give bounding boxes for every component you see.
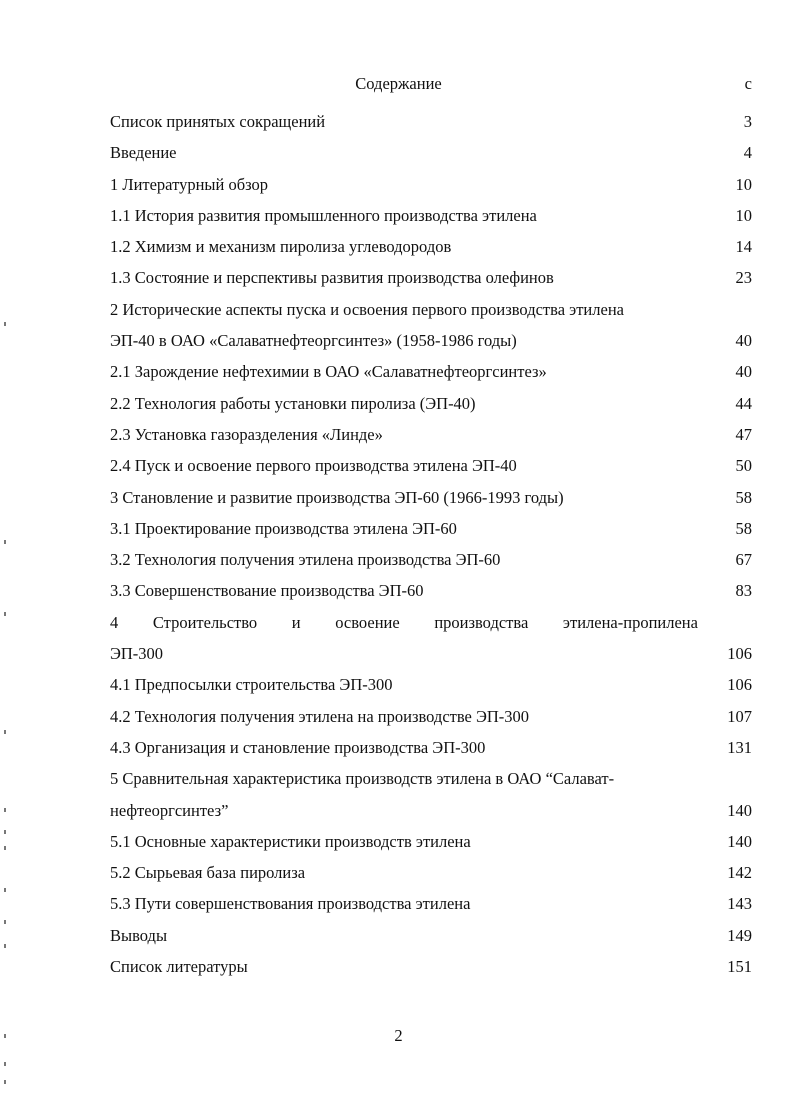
toc-entry-page: 58 — [735, 518, 752, 538]
toc-entry — [110, 482, 752, 513]
toc-entry — [110, 951, 752, 982]
toc-entry-page: 151 — [727, 957, 752, 977]
toc-entry-label: 3.1 Проектирование производства этилена ЭП-60 — [110, 518, 457, 538]
toc-word: 4 — [110, 612, 119, 632]
toc-word: производства — [434, 612, 529, 632]
toc-entry-line1: 2 Исторические аспекты пуска и освоения первого производства этилена — [110, 299, 624, 319]
toc-entry-page: 149 — [727, 925, 752, 945]
toc-entry-page: 140 — [727, 800, 752, 820]
toc-entry — [110, 262, 752, 293]
toc-entry-page: 58 — [735, 487, 752, 507]
toc-entry-page: 4 — [743, 143, 752, 163]
toc-entry-label: 2.2 Технология работы установки пиролиза (ЭП-40) — [110, 393, 476, 413]
toc-entry-page: 140 — [727, 831, 752, 851]
toc-entry-label: ЭП-40 в ОАО «Салаватнефтеоргсинтез» (1958-1986 годы) — [110, 331, 517, 351]
toc-entry — [110, 544, 752, 575]
toc-entry-label: 3 Становление и развитие производства ЭП-60 (1966-1993 годы) — [110, 487, 564, 507]
scan-artifact — [4, 944, 6, 948]
toc-entry — [110, 419, 752, 450]
toc-entry-label: Список принятых сокращений — [110, 112, 326, 131]
toc-entry-label: 5.2 Сырьевая база пиролиза — [110, 863, 306, 883]
toc-entry — [110, 920, 752, 951]
toc-entry — [110, 388, 752, 419]
toc-entry — [110, 669, 752, 700]
table-of-contents — [110, 106, 752, 982]
page-column-label: с — [744, 74, 752, 93]
toc-entry — [110, 826, 752, 857]
scan-artifact — [4, 888, 6, 892]
toc-entry-label: 5.3 Пути совершенствования производства этилена — [110, 894, 471, 914]
toc-entry-label: 3.3 Совершенствование производства ЭП-60 — [110, 581, 424, 601]
toc-word: и — [291, 612, 301, 632]
toc-entry-label: 1.1 История развития промышленного производства этилена — [110, 205, 537, 225]
toc-entry-label: 2.3 Установка газоразделения «Линде» — [110, 424, 383, 444]
scan-artifact — [4, 322, 6, 326]
toc-entry-page: 23 — [735, 268, 752, 288]
toc-entry-page: 142 — [727, 863, 752, 883]
toc-entry-label: 4.1 Предпосылки строительства ЭП-300 — [110, 675, 393, 695]
toc-entry-page: 40 — [735, 362, 752, 382]
toc-entry — [110, 575, 752, 606]
toc-entry-line1: 5 Сравнительная характеристика производств этилена в ОАО “Салават- — [110, 769, 615, 789]
toc-entry — [110, 732, 752, 763]
toc-entry — [110, 888, 752, 919]
toc-entry-page: 50 — [735, 456, 752, 476]
toc-entry-label: 4.3 Организация и становление производства ЭП-300 — [110, 737, 486, 757]
toc-entry — [110, 701, 752, 732]
toc-title: Содержание — [355, 74, 442, 93]
toc-entry — [110, 200, 752, 231]
scan-artifact — [4, 1062, 6, 1066]
toc-entry-label: 1.3 Состояние и перспективы развития производства олефинов — [110, 268, 554, 288]
toc-entry — [110, 231, 752, 262]
toc-entry-page: 107 — [727, 706, 752, 726]
scan-artifact — [4, 808, 6, 812]
toc-entry-page: 67 — [735, 550, 752, 570]
toc-entry-page: 83 — [735, 581, 752, 601]
toc-entry-label: 1.2 Химизм и механизм пиролиза углеводородов — [110, 237, 452, 257]
toc-entry-page: 10 — [735, 174, 752, 194]
toc-entry-label: 2.4 Пуск и освоение первого производства этилена ЭП-40 — [110, 456, 517, 476]
toc-entry-line1-justified — [110, 607, 698, 638]
toc-entry — [110, 638, 752, 669]
toc-entry-page: 131 — [727, 737, 752, 757]
toc-entry — [110, 106, 752, 137]
toc-entry — [110, 450, 752, 481]
toc-word: освоение — [335, 612, 400, 632]
toc-entry-page: 14 — [735, 237, 752, 257]
scan-artifact — [4, 846, 6, 850]
toc-entry-page: 143 — [727, 894, 752, 914]
toc-entry-label: 5.1 Основные характеристики производств этилена — [110, 831, 471, 851]
scan-artifact — [4, 730, 6, 734]
toc-entry-page: 106 — [727, 644, 752, 664]
toc-entry — [110, 795, 752, 826]
toc-entry-label: 2.1 Зарождение нефтехимии в ОАО «Салаватнефтеоргсинтез» — [110, 362, 547, 382]
toc-entry-label: Введение — [110, 143, 177, 163]
toc-entry-page: 106 — [727, 675, 752, 695]
toc-entry-page: 44 — [735, 393, 752, 413]
toc-entry-label: Выводы — [110, 925, 168, 945]
toc-entry — [110, 325, 752, 356]
toc-entry — [110, 169, 752, 200]
toc-entry — [110, 137, 752, 168]
toc-entry — [110, 857, 752, 888]
toc-entry-page: 10 — [735, 205, 752, 225]
toc-entry-label: ЭП-300 — [110, 644, 164, 664]
scan-artifact — [4, 920, 6, 924]
scan-artifact — [4, 612, 6, 616]
toc-entry-label: 4.2 Технология получения этилена на производстве ЭП-300 — [110, 706, 530, 726]
toc-entry-label: нефтеоргсинтез” — [110, 800, 229, 820]
page-number: 2 — [394, 1026, 403, 1045]
scan-artifact — [4, 1080, 6, 1084]
scan-artifact — [4, 540, 6, 544]
toc-entry-page: 47 — [735, 424, 752, 444]
toc-entry — [110, 356, 752, 387]
toc-entry — [110, 513, 752, 544]
scan-artifact — [4, 830, 6, 834]
toc-entry-page: 40 — [735, 331, 752, 351]
toc-word: Строительство — [152, 612, 258, 632]
scan-artifact — [4, 1034, 6, 1038]
toc-entry-label: 1 Литературный обзор — [110, 174, 269, 194]
toc-word: этилена-пропилена — [562, 612, 698, 632]
toc-entry-label: 3.2 Технология получения этилена производства ЭП-60 — [110, 550, 501, 570]
toc-entry-page: 3 — [743, 112, 752, 131]
toc-entry-label: Список литературы — [110, 957, 248, 977]
